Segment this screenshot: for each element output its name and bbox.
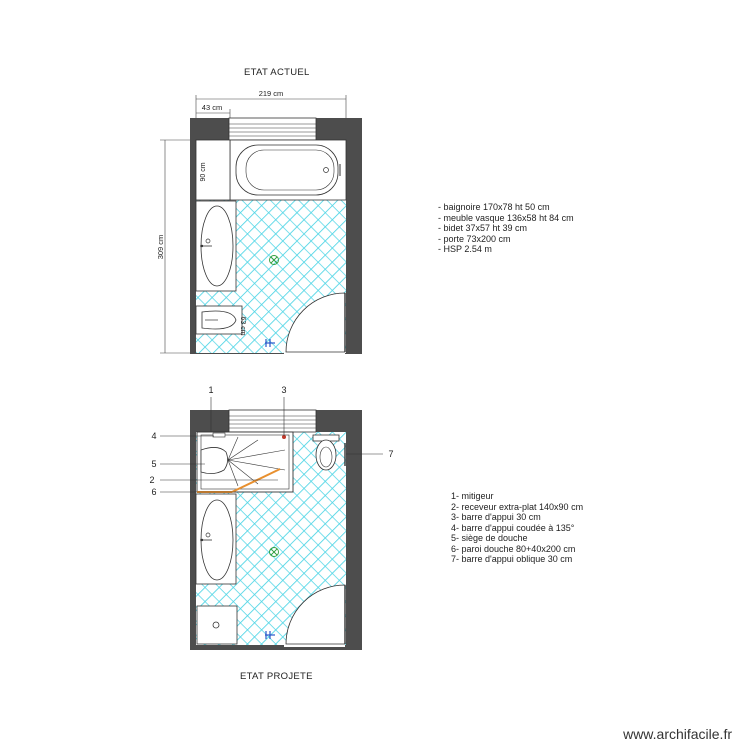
top-legend-item: - bidet 37x57 ht 39 cm	[438, 223, 528, 233]
bottom-legend-item: 4- barre d'appui coudée à 135°	[451, 522, 575, 533]
storage-box	[197, 606, 237, 644]
bottom-plan	[149, 385, 393, 650]
mixer-tap	[213, 433, 225, 437]
bottom-legend-item: 5- siège de douche	[451, 533, 528, 543]
bathtub	[230, 140, 346, 200]
vanity-unit	[196, 201, 236, 291]
top-plan-title: ETAT ACTUEL	[244, 67, 310, 78]
dim-niche-label: 90 cm	[200, 162, 207, 182]
bottom-legend-item: 2- receveur extra-plat 140x90 cm	[451, 501, 584, 512]
bottom-legend	[451, 491, 583, 565]
callout-4: 4	[151, 431, 157, 441]
top-legend-item: - porte 73x200 cm	[438, 233, 511, 244]
shower-seat	[201, 447, 228, 473]
bidet	[196, 306, 246, 336]
top-legend-item: - baignoire 170x78 ht 50 cm	[438, 202, 550, 212]
callout-2: 2	[149, 475, 155, 485]
dim-bidet-label: 63 cm	[239, 316, 246, 336]
callout-7: 7	[388, 449, 394, 459]
niche-storage	[196, 140, 230, 200]
bottom-legend-item: 1- mitigeur	[451, 491, 494, 501]
shower-tray	[197, 432, 293, 492]
top-legend	[438, 202, 574, 255]
dim-height-label: 309 cm	[156, 234, 165, 260]
bottom-plan-title: ETAT PROJETE	[240, 671, 313, 682]
callout-1: 1	[208, 385, 214, 395]
callout-3: 3	[281, 385, 287, 395]
bottom-legend-item: 6- paroi douche 80+40x200 cm	[451, 543, 576, 554]
bottom-legend-item: 7- barre d'appui oblique 30 cm	[451, 554, 573, 564]
top-legend-item: - HSP 2.54 m	[438, 244, 492, 254]
dim-left-label: 43 cm	[201, 103, 223, 112]
bottom-legend-item: 3- barre d'appui 30 cm	[451, 512, 541, 522]
vanity-unit-projected	[196, 494, 236, 584]
dim-width-label: 219 cm	[258, 89, 284, 98]
callout-5: 5	[151, 459, 157, 469]
top-plan	[156, 89, 362, 355]
top-legend-item: - meuble vasque 136x58 ht 84 cm	[438, 212, 574, 223]
callout-6: 6	[151, 487, 157, 497]
watermark[interactable]: www.archifacile.fr	[623, 726, 732, 742]
